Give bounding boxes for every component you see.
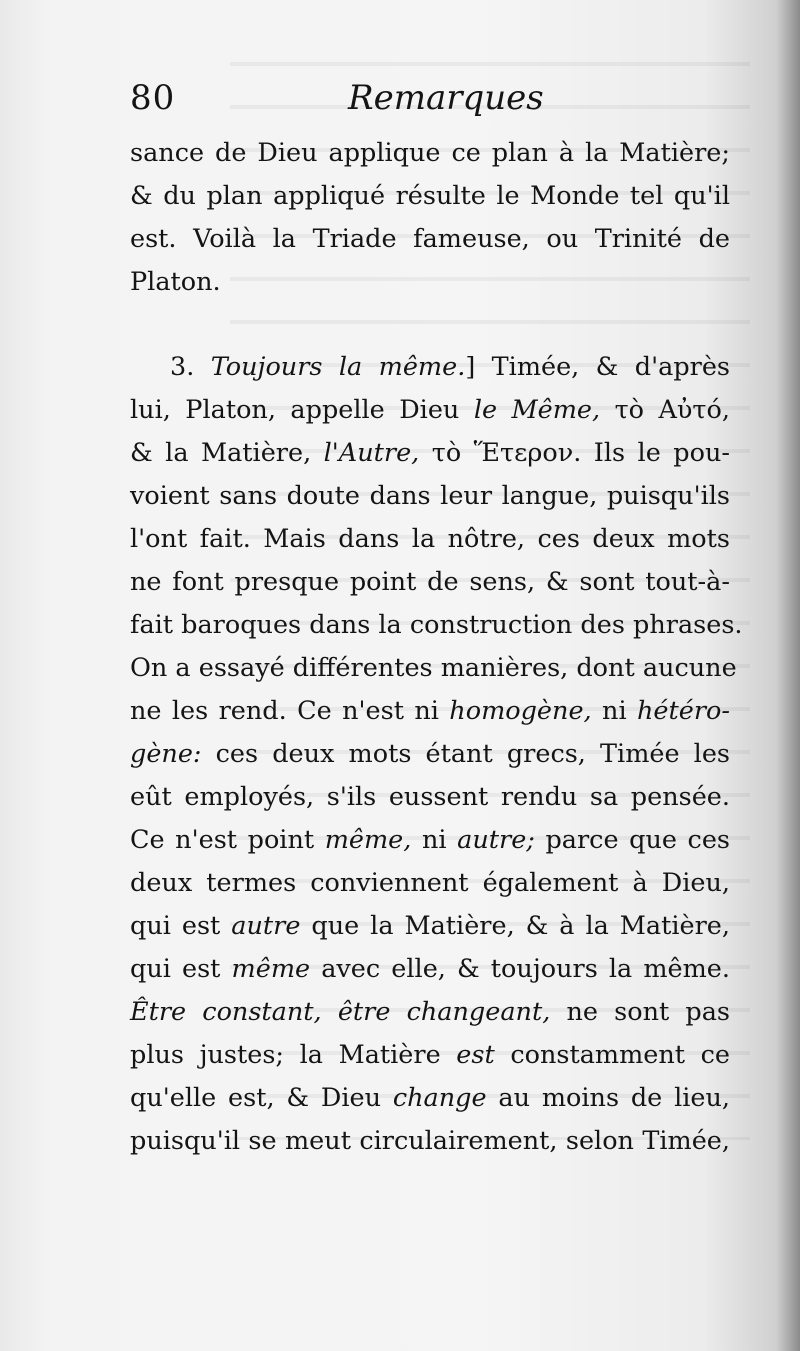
text-line: voient sans doute dans leur langue, puisqu'ils — [130, 481, 730, 511]
italic-phrase: autre — [231, 911, 301, 941]
text-line: l'ont fait. Mais dans la nôtre, ces deux mots — [130, 524, 730, 554]
italic-phrase: change — [392, 1083, 487, 1113]
text-line: Être constant, être changeant, ne sont pas — [130, 997, 731, 1027]
text-line: qui est même avec elle, & toujours la même. — [130, 954, 730, 984]
text-line: Platon. — [130, 267, 221, 297]
italic-phrase: homogène, — [449, 696, 592, 726]
text-line: ne les rend. Ce n'est ni homogène, ni hétéro- — [130, 696, 730, 726]
text-line: 3. Toujours la même.] Timée, & d'après — [170, 352, 731, 382]
paragraph-gap — [130, 304, 730, 346]
italic-phrase: le Même, — [473, 395, 601, 425]
text-line: puisqu'il se meut circulairement, selon Timée, — [130, 1126, 730, 1156]
page-number: 80 — [130, 78, 176, 118]
text-line: On a essayé différentes manières, dont aucune — [130, 653, 737, 683]
text-line: est. Voilà la Triade fameuse, ou Trinité de — [130, 224, 730, 254]
italic-phrase: autre; — [457, 825, 535, 855]
page-header — [130, 72, 730, 124]
text-line: Ce n'est point même, ni autre; parce que ces — [130, 825, 731, 855]
italic-phrase: est — [440, 1040, 511, 1070]
italic-phrase: hétéro- — [636, 696, 730, 726]
text-line: & la Matière, l'Autre, τὸ Ἕτερον. Ils le pou- — [130, 438, 730, 468]
text-line: sance de Dieu applique ce plan à la Matière; — [130, 138, 730, 168]
text-line: gène: ces deux mots étant grecs, Timée les — [130, 739, 730, 769]
text-line: eût employés, s'ils eussent rendu sa pensée. — [130, 782, 730, 812]
text-line: qu'elle est, & Dieu change au moins de lieu, — [130, 1083, 731, 1113]
text-line: fait baroques dans la construction des phrases. — [130, 610, 743, 640]
running-head: Remarques — [348, 78, 544, 118]
text-line: plus justes; la Matière est constamment ce — [130, 1040, 731, 1070]
italic-phrase: Être constant, — [130, 997, 322, 1027]
text-line: lui, Platon, appelle Dieu le Même, τὸ Αὐτό, — [130, 395, 730, 425]
text-line: & du plan appliqué résulte le Monde tel qu'il — [130, 181, 730, 211]
text-line: ne font presque point de sens, & sont tout-à- — [130, 567, 730, 597]
italic-phrase: même, — [324, 825, 412, 855]
body-text — [130, 132, 743, 1163]
italic-phrase: gène: — [130, 739, 202, 769]
italic-phrase: être changeant, — [337, 997, 551, 1027]
italic-phrase: même — [231, 954, 311, 984]
italic-phrase: Toujours la même. — [210, 352, 466, 382]
text-line: deux termes conviennent également à Dieu, — [130, 868, 730, 898]
text-line: qui est autre que la Matière, & à la Matière, — [130, 911, 730, 941]
italic-phrase: l'Autre, — [323, 438, 420, 468]
